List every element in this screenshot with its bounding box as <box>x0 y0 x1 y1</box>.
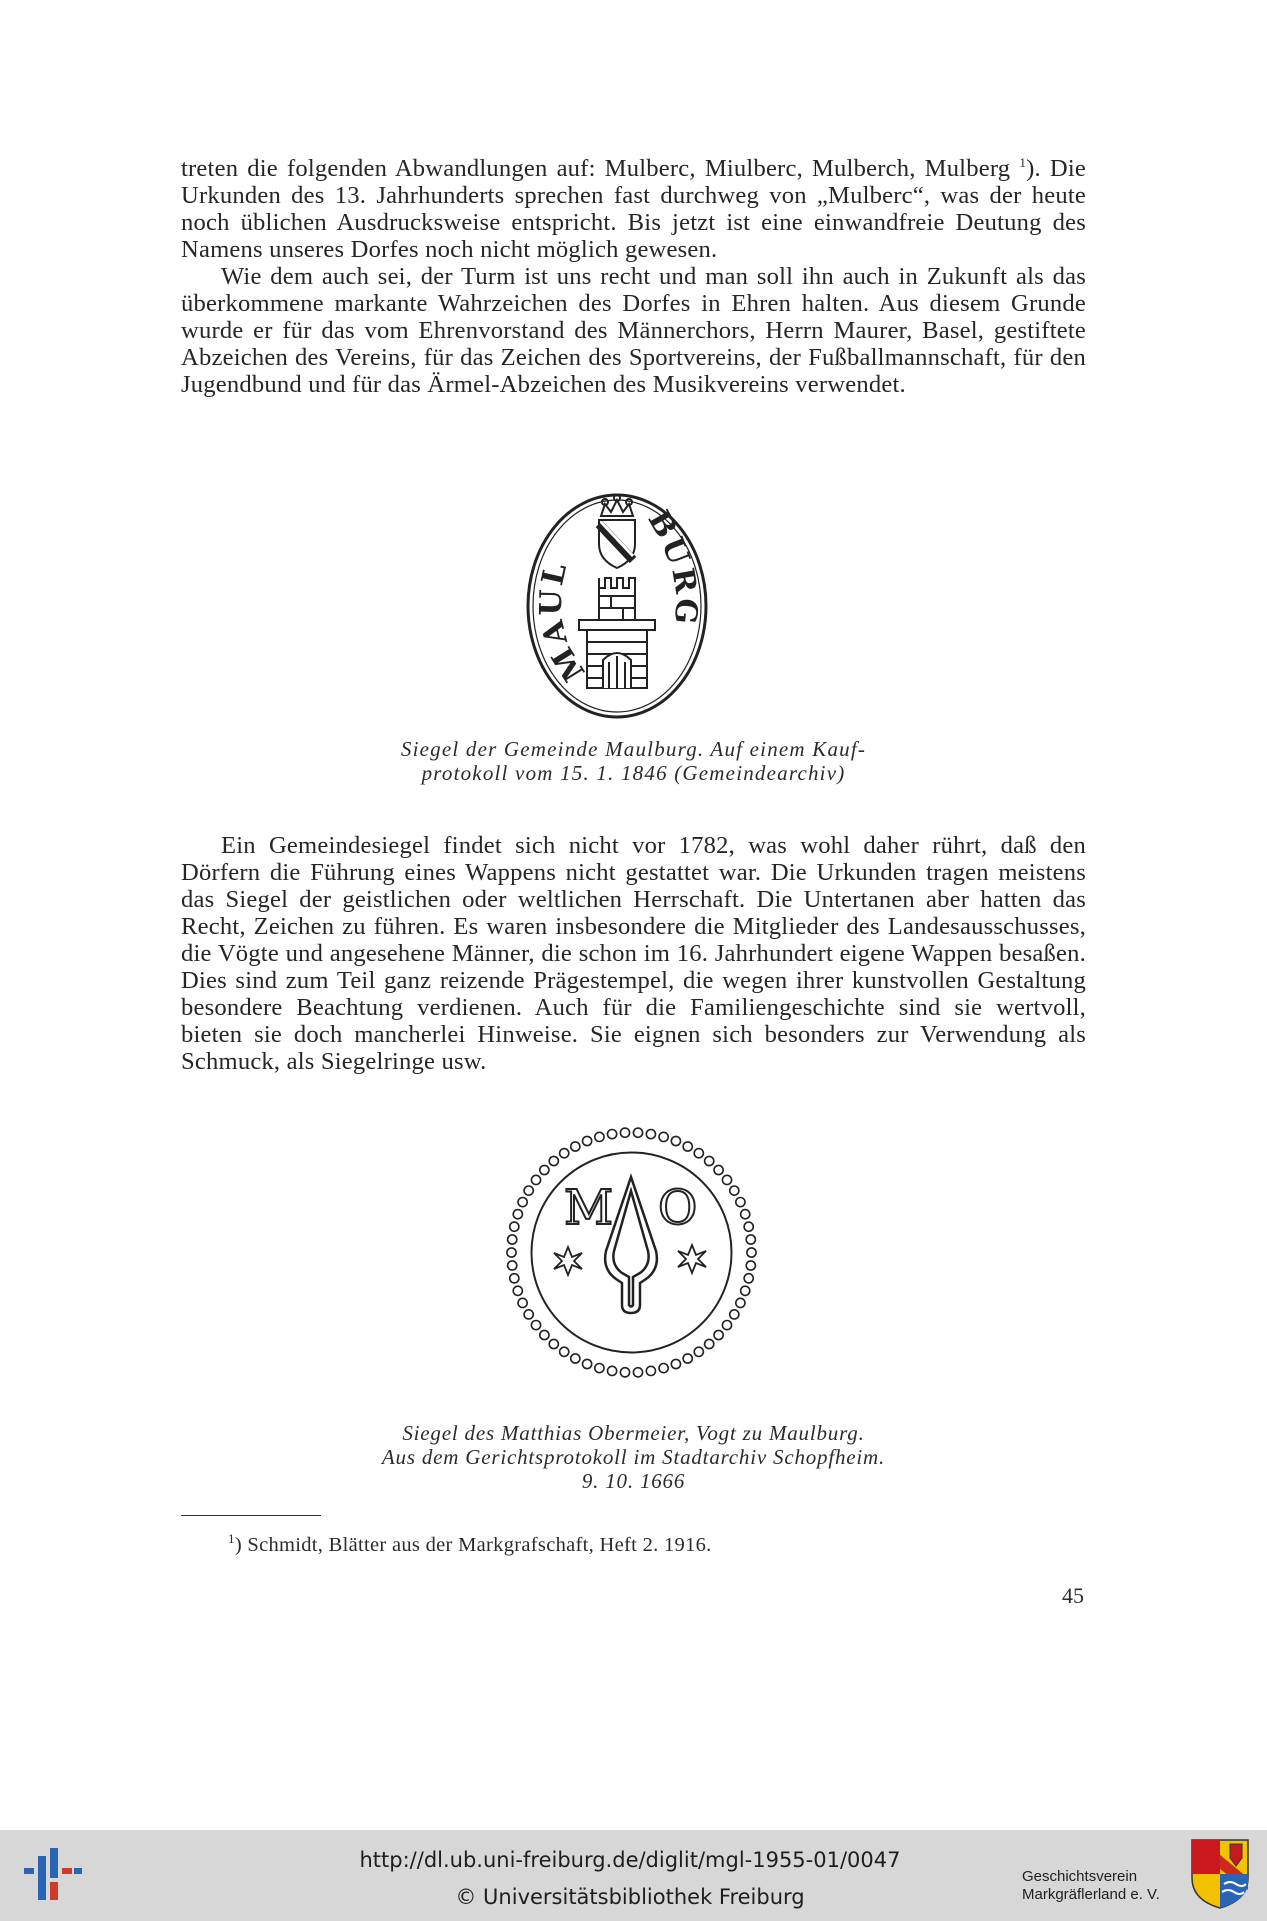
society-coat-of-arms-icon[interactable] <box>1190 1838 1250 1910</box>
bead <box>736 1198 745 1207</box>
permalink-url[interactable]: http://dl.ub.uni-freiburg.de/diglit/mgl-1955-01/0047 <box>359 1848 901 1872</box>
bead <box>540 1165 549 1174</box>
maulburg-seal-illustration <box>525 492 709 720</box>
bead <box>583 1136 592 1145</box>
bead <box>595 1364 604 1373</box>
seal-initial-m: M <box>564 1180 614 1236</box>
bead <box>714 1165 723 1174</box>
bead <box>524 1310 533 1319</box>
bead <box>730 1310 739 1319</box>
bead <box>705 1339 714 1348</box>
tower-icon <box>579 578 655 688</box>
bead <box>694 1149 703 1158</box>
bead <box>571 1354 580 1363</box>
obermeier-seal-illustration <box>498 1119 765 1386</box>
bead <box>746 1261 755 1270</box>
bead <box>560 1149 569 1158</box>
copyright-notice: © Universitätsbibliothek Freiburg <box>455 1885 805 1909</box>
bead <box>507 1248 516 1257</box>
bead <box>744 1222 753 1231</box>
footnote-divider <box>181 1515 321 1516</box>
page-number: 45 <box>1062 1583 1084 1608</box>
bead <box>683 1354 692 1363</box>
crown-icon <box>601 495 633 516</box>
bead <box>620 1368 629 1377</box>
shield-icon <box>599 520 635 568</box>
seal-lettering-right: BURG <box>640 504 704 629</box>
bead <box>722 1321 731 1330</box>
bead <box>671 1359 680 1368</box>
bead <box>571 1142 580 1151</box>
bead <box>683 1142 692 1151</box>
bead <box>540 1330 549 1339</box>
seal-initial-o: O <box>658 1180 698 1236</box>
seal-caption-2: Siegel des Matthias Obermeier, Vogt zu Maulburg. Aus dem Gerichtsprotokoll im Stadtarchiv Schopfheim. 9. 10. 1666 <box>381 1421 886 1493</box>
bead <box>531 1175 540 1184</box>
bead <box>510 1222 519 1231</box>
paragraph-3: Ein Gemeindesiegel findet sich nicht vor 1782, was wohl daher rührt, daß den Dörfern die Führung eines Wappens nicht gestattet war. Die Urkunden tragen meistens das Siegel der geistlichen oder weltlichen Herrschaft. Die Untertanen aber hatten das Recht, Zeichen zu führen. Es waren insbesondere die Mitglieder des Landesausschusses, die Vögte und angesehene Männer, die schon im 16. Jahrhundert eigene Wappen besaßen. Dies sind zum Teil ganz reizende Prägestempel, die wegen ihrer kunstvollen Gestaltung besondere Beachtung verdienen. Auch für die Familiengeschichte sind sie wertvoll, bieten sie doch mancherlei Hinweise. Sie eignen sich besonders zur Verwendung als Schmuck, als Siegelringe usw. <box>181 832 1086 1075</box>
beaded-border <box>507 1128 756 1377</box>
bead <box>744 1274 753 1283</box>
bead <box>705 1156 714 1165</box>
bead <box>722 1175 731 1184</box>
bead <box>633 1368 642 1377</box>
bead <box>714 1330 723 1339</box>
bead <box>549 1339 558 1348</box>
bead <box>746 1235 755 1244</box>
bead <box>741 1286 750 1295</box>
bead <box>510 1274 519 1283</box>
bead <box>518 1298 527 1307</box>
bead <box>741 1210 750 1219</box>
star-left-icon <box>554 1247 582 1275</box>
footnote-marker: 1 <box>228 1531 235 1546</box>
text-block-top <box>181 155 1086 398</box>
bead <box>608 1366 617 1375</box>
seal-caption-1: Siegel der Gemeinde Maulburg. Auf einem Kauf- protokoll vom 15. 1. 1846 (Gemeindearchiv) <box>400 737 867 785</box>
bead <box>508 1261 517 1270</box>
seal-lettering-left: MAUL <box>533 557 593 688</box>
bead <box>659 1132 668 1141</box>
bead <box>518 1198 527 1207</box>
bead <box>694 1347 703 1356</box>
text-block-bottom <box>181 832 1086 1075</box>
bead <box>747 1248 756 1257</box>
bead <box>508 1235 517 1244</box>
paragraph-2: Wie dem auch sei, der Turm ist uns recht und man soll ihn auch in Zukunft als das überkommene markante Wahrzeichen des Dorfes in Ehren halten. Aus diesem Grunde wurde er für das vom Ehrenvorstand des Männerchors, Herrn Maurer, Basel, gestiftete Abzeichen des Vereins, für das Zeichen des Sportvereins, der Fußballmannschaft, für den Jugendbund und für das Ärmel-Abzeichen des Musikvereins verwendet. <box>181 263 1086 398</box>
bead <box>633 1128 642 1137</box>
bead <box>646 1130 655 1139</box>
society-name: Geschichtsverein Markgräflerland e. V. <box>1022 1868 1160 1903</box>
bead <box>671 1136 680 1145</box>
footnote: $^1$) Schmidt, Blätter aus der Markgrafschaft, Heft 2. 1916. <box>228 1531 712 1556</box>
bead <box>531 1321 540 1330</box>
bead <box>595 1132 604 1141</box>
bead <box>583 1359 592 1368</box>
library-logo-icon[interactable] <box>24 1848 82 1900</box>
bead <box>736 1298 745 1307</box>
bead <box>659 1364 668 1373</box>
bead <box>513 1286 522 1295</box>
bead <box>549 1156 558 1165</box>
footnote-reference[interactable]: 1 <box>1019 154 1027 170</box>
svg-text:BURG <box>641 505 704 629</box>
bead <box>620 1128 629 1137</box>
star-right-icon <box>678 1245 706 1273</box>
bead <box>730 1186 739 1195</box>
paragraph-1: treten die folgenden Abwandlungen auf: Mulberc, Miulberc, Mulberch, Mulberg $^1$). Die Urkunden des 13. Jahrhunderts sprechen fast durchweg von „Mulberc“, was der heute noch üblichen Ausdrucksweise entspricht. Bis jetzt ist eine einwandfreie Deutung des Namens unseres Dorfes noch nicht möglich gewesen. <box>181 154 1086 263</box>
bead <box>608 1130 617 1139</box>
bead <box>560 1347 569 1356</box>
bead <box>513 1210 522 1219</box>
bead <box>646 1366 655 1375</box>
bead <box>524 1186 533 1195</box>
